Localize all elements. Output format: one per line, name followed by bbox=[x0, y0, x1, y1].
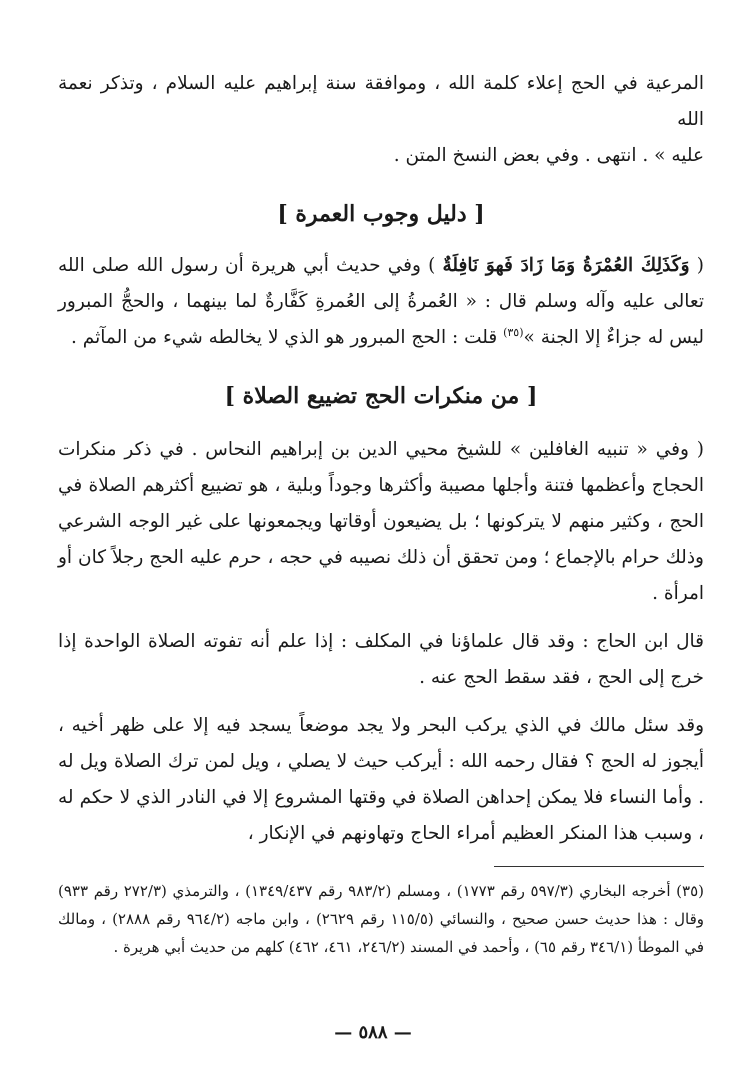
heading-prayer-neglect: [ من منكرات الحج تضييع الصلاة ] bbox=[224, 383, 538, 409]
umrah-open-paren: ( bbox=[689, 255, 704, 276]
paragraph-umrah bbox=[58, 248, 704, 356]
paragraph-malik: وقد سئل مالك في الذي يركب البحر ولا يجد موضعاً يسجد فيه إلا على ظهر أخيه ، أيجوز له الحج ؟ فقال رحمه الله : أيركب حيث لا يصلي ، ويل لمن ترك الصلاة ويل له . وأما النساء فلا يمكن إحداهن الصلاة في وقتها المشروع إلا في النادر الذي لا حكم له ، وسبب هذا المنكر العظيم أمراء الحاج وتهاونهم في الإنكار ، bbox=[58, 715, 704, 844]
paragraph-ibn-al-hajj: قال ابن الحاج : وقد قال علماؤنا في المكلف : إذا علم أنه تفوته الصلاة الواحدة إذا خرج إلى الحج ، فقد سقط الحج عنه . bbox=[58, 631, 704, 688]
umrah-text-2: قلت : الحج المبرور هو الذي لا يخالطه شيء من المآثم . bbox=[71, 327, 504, 348]
paragraph-tanbih: ( وفي « تنبيه الغافلين » للشيخ محيي الدين بن إبراهيم النحاس . في ذكر منكرات الحجاج وأعظمها فتنة وأجلها مصيبة وأكثرها وجوداً وبلية ، هو تضييع أكثرهم الصلاة في الحج ، وكثير منهم لا يتركونها ؛ بل يضيعون أوقاتها ويجمعونها على غير الوجه الشرعي وذلك حرام بالإجماع ؛ ومن تحقق أن ذلك نصيبه في حجه ، حرم عليه الحج رجلاً كان أو امرأة . bbox=[58, 439, 704, 604]
umrah-text-1: ) وفي حديث أبي هريرة أن رسول الله صلى الله تعالى عليه وآله وسلم قال : « bbox=[58, 255, 704, 312]
page-body bbox=[58, 66, 704, 1081]
hadith-quote: العُمرةُ إلى العُمرةِ كَفَّارةٌ لما بينهما ، والحجُّ المبرور ليس له جزاءٌ إلا الجنة bbox=[58, 291, 704, 348]
page-number: — ٥٨٨ — bbox=[334, 1022, 412, 1043]
footnote-ref-35: (٣٥) bbox=[503, 325, 524, 339]
matn-quote: وَكَذَلِكَ العُمْرَةُ وَمَا زَادَ فَهوَ نَافِلَةٌ bbox=[442, 255, 690, 276]
intro-line-1: المرعية في الحج إعلاء كلمة الله ، وموافقة سنة إبراهيم عليه السلام ، وتذكر نعمة الله bbox=[58, 73, 704, 130]
footnote-35: (٣٥) أخرجه البخاري (٥٩٧/٣ رقم ١٧٧٣) ، ومسلم (٩٨٣/٢ رقم ١٣٤٩/٤٣٧) ، والترمذي (٢٧٢/٣ رقم ٩٣٣) وقال : هذا حديث حسن صحيح ، والنسائي (١١٥/٥ رقم ٢٦٢٩) ، وابن ماجه (٩٦٤/٢ رقم ٢٨٨٨) ، ومالك في الموطأ (٣٤٦/١ رقم ٦٥) ، وأحمد في المسند (٢٤٦/٢، ٤٦١، ٤٦٢) كلهم من حديث أبي هريرة . bbox=[58, 882, 704, 956]
paragraph-intro bbox=[58, 66, 704, 174]
hadith-close: » bbox=[523, 327, 541, 348]
footnote-divider bbox=[494, 866, 704, 867]
intro-line-2: عليه » . انتهى . وفي بعض النسخ المتن . bbox=[393, 145, 704, 166]
heading-umrah-evidence: [ دليل وجوب العمرة ] bbox=[277, 201, 485, 227]
